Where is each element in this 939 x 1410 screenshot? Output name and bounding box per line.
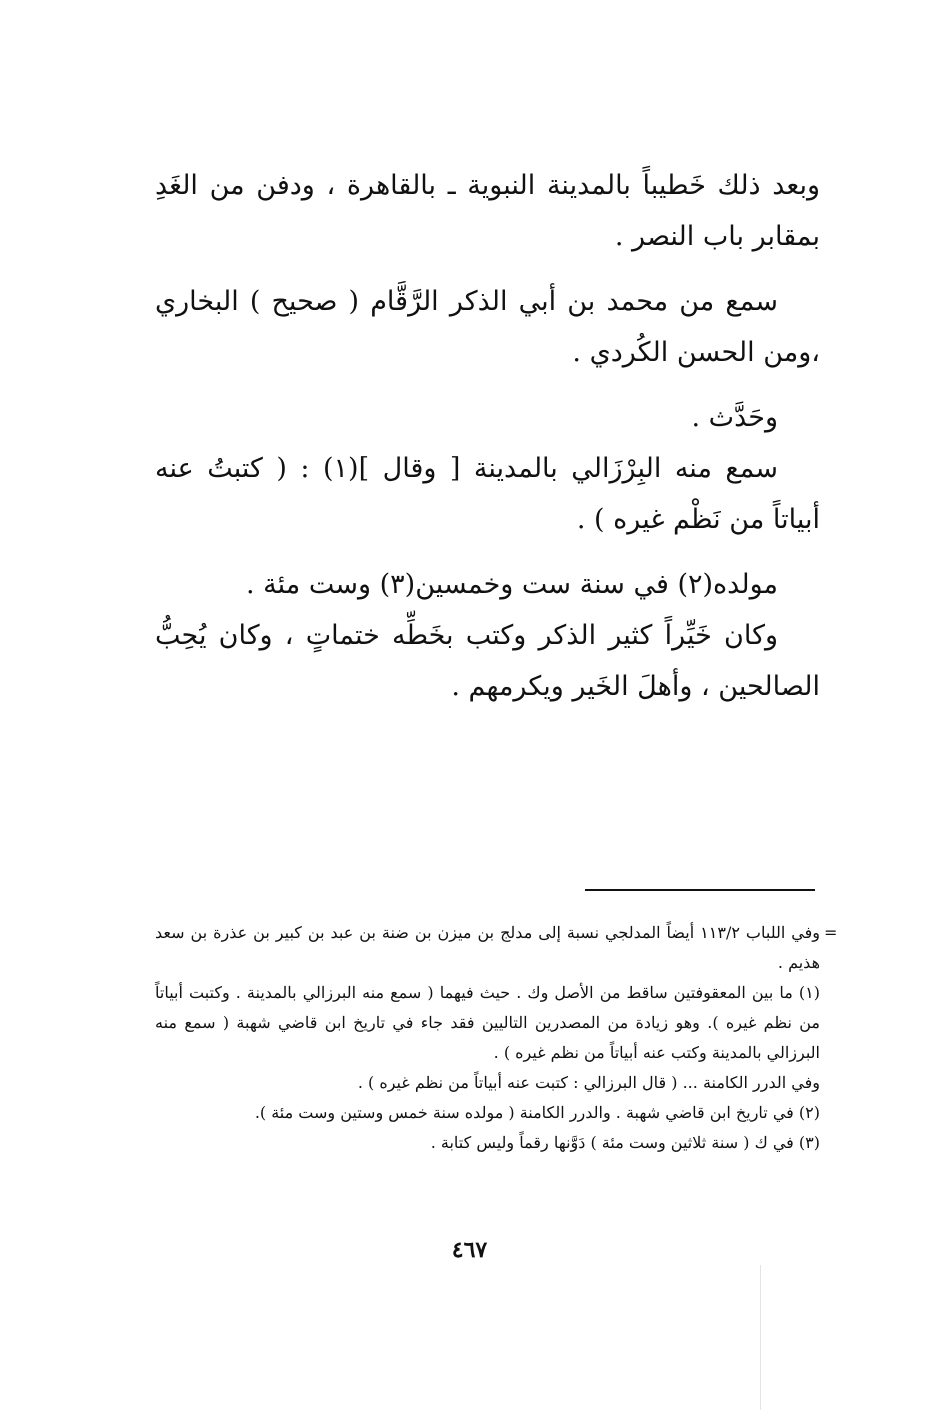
footnotes [155, 918, 820, 1158]
paragraph-3: وحَدَّث . [691, 402, 778, 433]
footnote-3: (٣) في ك ( سنة ثلاثين وست مئة ) دَوَّنها رقماً وليس كتابة . [430, 1133, 820, 1152]
paragraph-2: سمع من محمد بن أبي الذكر الرَّقَّام ( صحيح ) البخاري ،ومن الحسن الكُردي . [155, 286, 820, 368]
main-text [155, 160, 820, 712]
paragraph-1: وبعد ذلك خَطيباً بالمدينة النبوية ـ بالقاهرة ، ودفن من الغَدِ بمقابر باب النصر . [155, 170, 820, 252]
paragraph-5: مولده(٢) في سنة ست وخمسين(٣) وست مئة . [246, 569, 778, 600]
footnote-1-continued: وفي الدرر الكامنة ... ( قال البرزالي : كتبت عنه أبياتاً من نظم غيره ) . [357, 1073, 820, 1092]
paragraph-4: سمع منه البِرْزَالي بالمدينة [ وقال ](١) : ( كتبتُ عنه أبياتاً من نَظْم غيره ) . [155, 453, 820, 535]
footnote-separator [585, 889, 815, 891]
footnote-1: (١) ما بين المعقوفتين ساقط من الأصل وك . حيث فيهما ( سمع منه البرزالي بالمدينة . وكتبت أبياتاً من نظم غيره ). وهو زيادة من المصدرين التاليين فقد جاء في تاريخ ابن قاضي شهبة ( سمع منه البرزالي بالمدينة وكتب عنه أبياتاً من نظم غيره ) . [155, 983, 820, 1062]
footnote-continuation-mark: = [824, 923, 838, 942]
paragraph-6: وكان خَيِّراً كثير الذكر وكتب بخَطِّه ختماتٍ ، وكان يُحِبُّ الصالحين ، وأهلَ الخَير ويكرمهم . [155, 620, 820, 702]
margin-line [760, 1265, 761, 1410]
page-number: ٤٦٧ [451, 1237, 488, 1263]
footnote-continued: وفي اللباب ١١٣/٢ أيضاً المدلجي نسبة إلى مدلج بن ميزن بن ضنة بن عبد بن كبير بن عذرة بن سعد هذيم . [155, 923, 821, 972]
footnote-2: (٢) في تاريخ ابن قاضي شهبة . والدرر الكامنة ( مولده سنة خمس وستين وست مئة ). [254, 1103, 820, 1122]
